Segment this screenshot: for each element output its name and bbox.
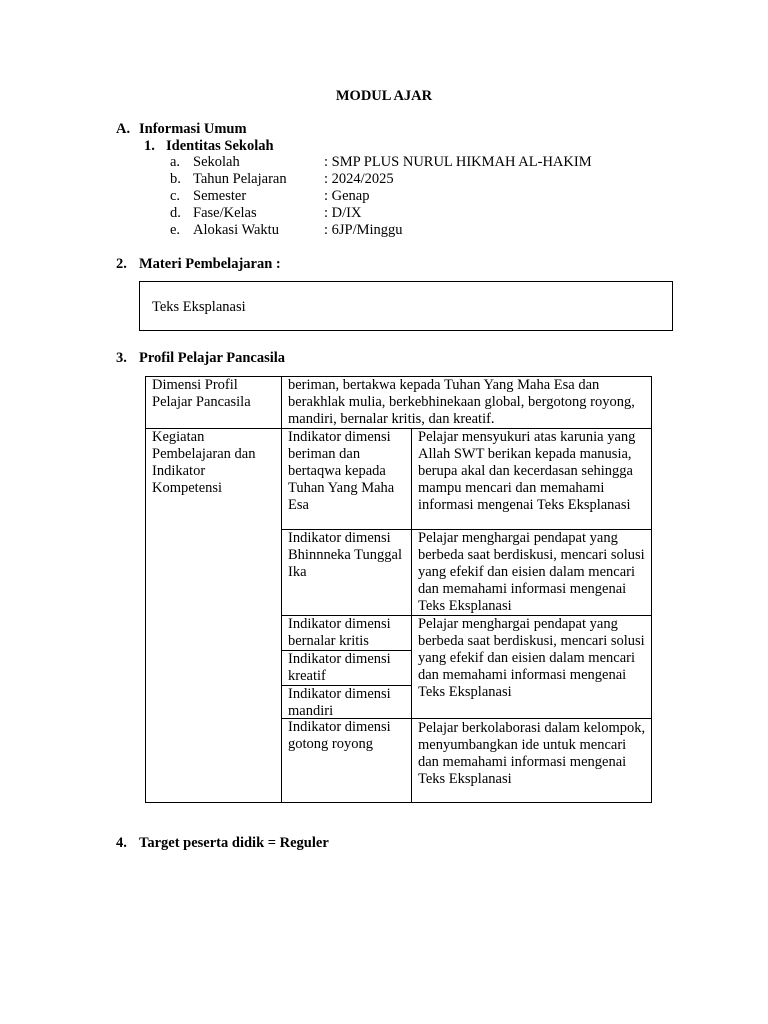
section-4-number: 4.: [116, 835, 127, 851]
indikator-name-cell: Indikator dimensi Bhinnneka Tunggal Ika: [282, 530, 412, 616]
table-row: [146, 429, 652, 530]
indikator-group-cell: [282, 616, 412, 719]
dimensi-label-cell: Dimensi Profil Pelajar Pancasila: [146, 377, 282, 429]
identity-row-alokasi-waktu: [0, 222, 700, 239]
identity-row-sekolah: [0, 154, 700, 171]
identity-row-tahun-pelajaran: [0, 171, 700, 188]
subsection-1-number: 1.: [144, 138, 155, 154]
identity-value: : SMP PLUS NURUL HIKMAH AL-HAKIM: [324, 154, 592, 170]
dimensi-value-cell: beriman, bertakwa kepada Tuhan Yang Maha Esa dan berakhlak mulia, berkebhinekaan global, bergotong royong, mandiri, bernalar kritis, dan kreatif.: [282, 377, 652, 429]
identity-value: : D/IX: [324, 205, 362, 221]
section-3-number: 3.: [116, 350, 127, 366]
subsection-1-title: Identitas Sekolah: [166, 138, 274, 154]
identity-value: : 6JP/Minggu: [324, 222, 403, 238]
document-title: MODUL AJAR: [335, 88, 433, 104]
section-2-title: Materi Pembelajaran :: [139, 256, 281, 272]
section-3-title: Profil Pelajar Pancasila: [139, 350, 286, 366]
indikator-sub-item: Indikator dimensi kreatif: [282, 651, 411, 686]
identity-row-fase-kelas: [0, 205, 700, 222]
identity-letter: e.: [170, 222, 181, 238]
section-a-title: Informasi Umum: [139, 121, 247, 137]
materi-box: [139, 281, 673, 331]
identity-label: Semester: [193, 188, 247, 204]
kegiatan-label-cell: Kegiatan Pembelajaran dan Indikator Kompetensi: [146, 429, 282, 803]
identity-label: Fase/Kelas: [193, 205, 257, 221]
identity-letter: a.: [170, 154, 181, 170]
materi-content: Teks Eksplanasi: [152, 299, 246, 315]
section-2-number: 2.: [116, 256, 127, 272]
indikator-sub-item: Indikator dimensi bernalar kritis: [282, 616, 411, 651]
identity-value: : Genap: [324, 188, 370, 204]
identity-row-semester: [0, 188, 700, 205]
section-4-title: Target peserta didik = Reguler: [139, 835, 329, 851]
identity-label: Tahun Pelajaran: [193, 171, 287, 187]
identity-letter: c.: [170, 188, 181, 204]
profil-pancasila-table: [145, 376, 652, 803]
section-a-label: A.: [116, 121, 131, 137]
indikator-name-cell: Indikator dimensi beriman dan bertaqwa kepada Tuhan Yang Maha Esa: [282, 429, 412, 530]
indikator-desc-cell: Pelajar berkolaborasi dalam kelompok, menyumbangkan ide untuk mencari dan memahami informasi mengenai Teks Eksplanasi: [412, 719, 652, 803]
indikator-desc-cell: Pelajar menghargai pendapat yang berbeda saat berdiskusi, mencari solusi yang efekif dan eisien dalam mencari dan memahami informasi mengenai Teks Eksplanasi: [412, 530, 652, 616]
identity-letter: b.: [170, 171, 181, 187]
identity-value: : 2024/2025: [324, 171, 394, 187]
indikator-desc-cell: Pelajar menghargai pendapat yang berbeda saat berdiskusi, mencari solusi yang efekif dan eisien dalam mencari dan memahami informasi mengenai Teks Eksplanasi: [412, 616, 652, 719]
indikator-name-cell: Indikator dimensi gotong royong: [282, 719, 412, 803]
table-row: [146, 377, 652, 429]
indikator-desc-cell: Pelajar mensyukuri atas karunia yang Allah SWT berikan kepada manusia, berupa akal dan kecerdasan sehingga mampu mencari dan memahami informasi mengenai Teks Eksplanasi: [412, 429, 652, 530]
indikator-sub-item: Indikator dimensi mandiri: [288, 686, 391, 719]
identity-label: Alokasi Waktu: [193, 222, 279, 238]
identity-letter: d.: [170, 205, 181, 221]
identity-label: Sekolah: [193, 154, 240, 170]
